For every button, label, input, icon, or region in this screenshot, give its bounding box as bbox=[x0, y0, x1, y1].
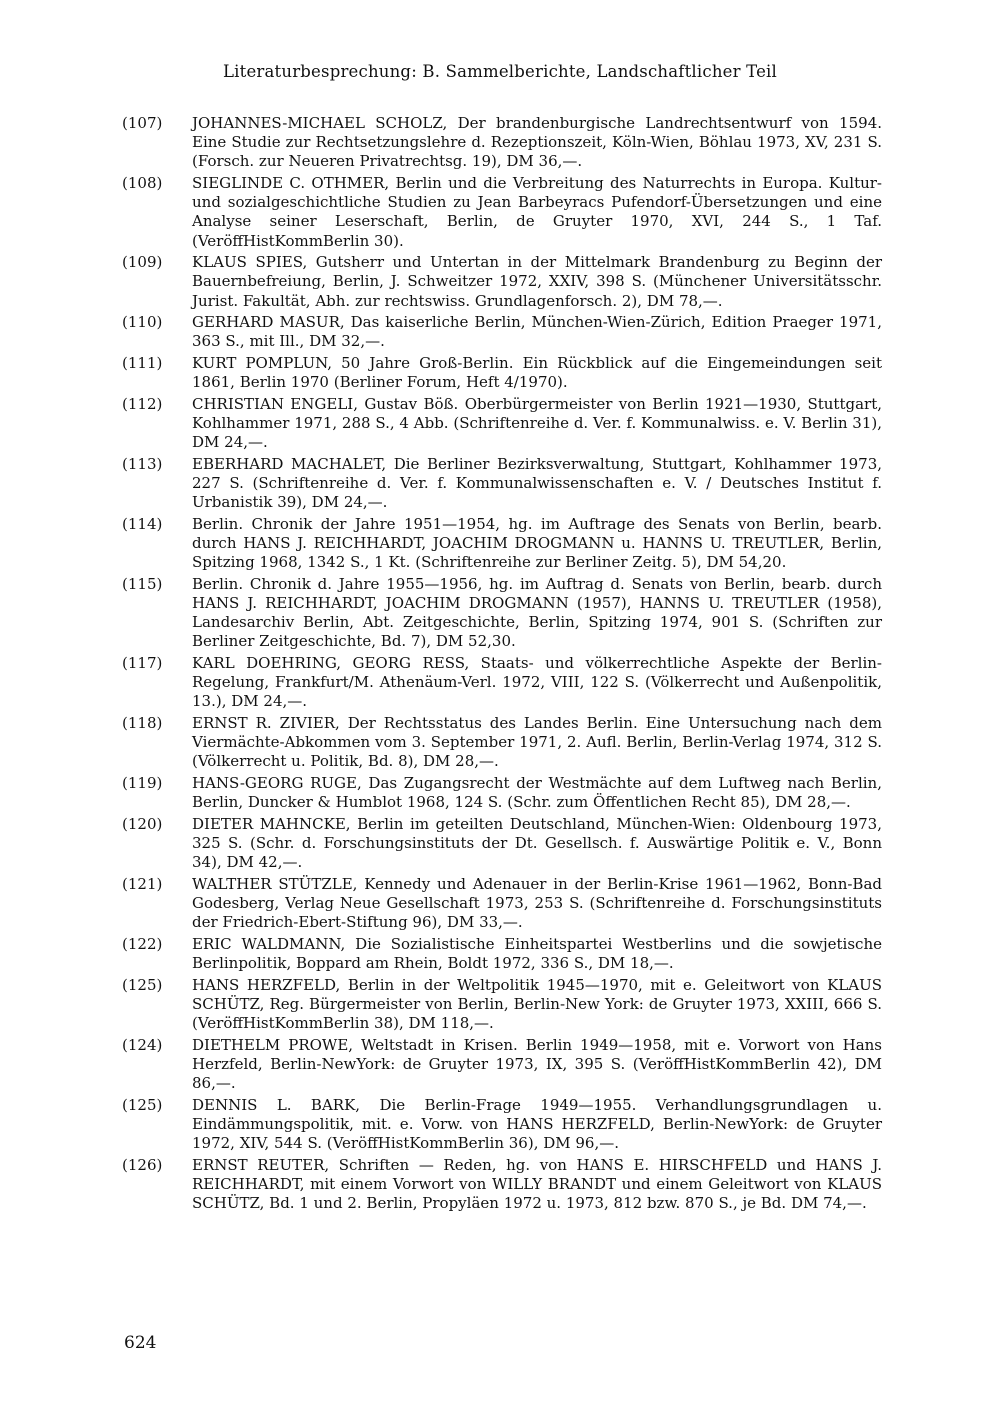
entry-text: KARL DOEHRING, GEORG RESS, Staats- und völkerrechtliche Aspekte der Berlin-Regelung, Frankfurt/M. Athenäum-Verl. 1972, VIII, 122 S. (Völkerrecht und Außenpolitik, 13.), DM 24,—. bbox=[192, 654, 882, 711]
bibliography-entry bbox=[122, 114, 882, 172]
entry-number: (112) bbox=[122, 394, 163, 413]
bibliography-entry bbox=[122, 253, 882, 311]
entry-text: WALTHER STÜTZLE, Kennedy und Adenauer in der Berlin-Krise 1961—1962, Bonn-Bad Godesberg, Verlag Neue Gesellschaft 1973, 253 S. (Schriftenreihe d. Forschungsinstituts der Friedrich-Ebert-Stiftung 96), DM 33,—. bbox=[192, 874, 882, 932]
bibliography-entry bbox=[122, 455, 882, 513]
entry-number: (115) bbox=[122, 574, 163, 593]
entry-text: ERNST R. ZIVIER, Der Rechtsstatus des Landes Berlin. Eine Untersuchung nach dem Viermächte-Abkommen vom 3. September 1971, 2. Aufl. Berlin, Berlin-Verlag 1974, 312 S. (Völkerrecht u. Politik, Bd. 8), DM 28,—. bbox=[192, 714, 882, 771]
entry-text: HANS HERZFELD, Berlin in der Weltpolitik 1945—1970, mit e. Geleitwort von KLAUS SCHÜTZ, Reg. Bürgermeister von Berlin, Berlin-New York: de Gruyter 1973, XXIII, 666 S. (VeröffHistKommBerlin 38), DM 118,—. bbox=[192, 975, 882, 1032]
bibliography-list bbox=[122, 114, 882, 1216]
bibliography-entry bbox=[122, 395, 882, 453]
bibliography-entry bbox=[122, 774, 882, 812]
bibliography-entry bbox=[122, 313, 882, 351]
entry-text: EBERHARD MACHALET, Die Berliner Bezirksverwaltung, Stuttgart, Kohlhammer 1973, 227 S. (Schriftenreihe d. Ver. f. Kommunalwissenschaften e. V. / Deutsches Institut f. Urbanistik 39), DM 24,—. bbox=[192, 454, 882, 512]
bibliography-entry bbox=[122, 1096, 882, 1154]
entry-number: (118) bbox=[122, 714, 163, 732]
bibliography-entry bbox=[122, 976, 882, 1034]
entry-text: JOHANNES-MICHAEL SCHOLZ, Der brandenburgische Landrechtsentwurf von 1594. Eine Studie zur Rechtsetzungslehre d. Rezeptionszeit, Köln-Wien, Böhlau 1973, XV, 231 S. (Forsch. zur Neueren Privatrechtsg. 19), DM 36,—. bbox=[192, 114, 882, 171]
entry-number: (126) bbox=[122, 1155, 163, 1174]
entry-text: Berlin. Chronik d. Jahre 1955—1956, hg. im Auftrag d. Senats von Berlin, bearb. durch HANS J. REICHHARDT, JOACHIM DROGMANN (1957), HANNS U. TREUTLER (1958), Landesarchiv Berlin, Abt. Zeitgeschichte, Berlin, Spitzing 1974, 901 S. (Schriften zur Berliner Zeitgeschichte, Bd. 7), DM 52,30. bbox=[192, 574, 882, 651]
entry-number: (107) bbox=[122, 114, 163, 132]
entry-text: SIEGLINDE C. OTHMER, Berlin und die Verbreitung des Naturrechts in Europa. Kultur- und sozialgeschichtliche Studien zu Jean Barbeyracs Pufendorf-Übersetzungen und eine Analyse seiner Leserschaft, Berlin, de Gruyter 1970, XVI, 244 S., 1 Taf. (VeröffHistKommBerlin 30). bbox=[192, 174, 882, 250]
entry-text: DIETER MAHNCKE, Berlin im geteilten Deutschland, München-Wien: Oldenbourg 1973, 325 S. (Schr. d. Forschungsinstituts der Dt. Gesellsch. f. Auswärtige Politik e. V., Bonn 34), DM 42,—. bbox=[192, 814, 882, 872]
bibliography-entry bbox=[122, 714, 882, 772]
entry-number: (117) bbox=[122, 654, 163, 672]
entry-text: DIETHELM PROWE, Weltstadt in Krisen. Berlin 1949—1958, mit e. Vorwort von Hans Herzfeld, Berlin-NewYork: de Gruyter 1973, IX, 395 S. (VeröffHistKommBerlin 42), DM 86,—. bbox=[192, 1035, 882, 1092]
entry-number: (125) bbox=[122, 975, 163, 994]
entry-text: DENNIS L. BARK, Die Berlin-Frage 1949—1955. Verhandlungsgrundlagen u. Eindämmungspolitik, mit. e. Vorw. von HANS HERZFELD, Berlin-NewYork: de Gruyter 1972, XIV, 544 S. (VeröffHistKommBerlin 36), DM 96,—. bbox=[192, 1095, 882, 1152]
bibliography-entry bbox=[122, 174, 882, 251]
bibliography-entry bbox=[122, 1036, 882, 1094]
bibliography-entry bbox=[122, 575, 882, 652]
entry-number: (111) bbox=[122, 354, 163, 372]
bibliography-entry bbox=[122, 654, 882, 712]
entry-number: (114) bbox=[122, 514, 163, 533]
entry-number: (119) bbox=[122, 774, 163, 792]
entry-number: (109) bbox=[122, 253, 163, 272]
bibliography-entry bbox=[122, 875, 882, 933]
bibliography-entry bbox=[122, 935, 882, 973]
entry-number: (125) bbox=[122, 1095, 163, 1114]
entry-text: HANS-GEORG RUGE, Das Zugangsrecht der Westmächte auf dem Luftweg nach Berlin, Berlin, Duncker & Humblot 1968, 124 S. (Schr. zum Öffentlichen Recht 85), DM 28,—. bbox=[192, 774, 882, 812]
entry-text: Berlin. Chronik der Jahre 1951—1954, hg. im Auftrage des Senats von Berlin, bearb. durch HANS J. REICHHARDT, JOACHIM DROGMANN u. HANNS U. TREUTLER, Berlin, Spitzing 1968, 1342 S., 1 Kt. (Schriftenreihe zur Berliner Zeitg. 5), DM 54,20. bbox=[192, 514, 882, 572]
bibliography-entry bbox=[122, 815, 882, 873]
entry-text: KURT POMPLUN, 50 Jahre Groß-Berlin. Ein Rückblick auf die Eingemeindungen seit 1861, Berlin 1970 (Berliner Forum, Heft 4/1970). bbox=[192, 354, 882, 392]
entry-text: ERIC WALDMANN, Die Sozialistische Einheitspartei Westberlins und die sowjetische Berlinpolitik, Boppard am Rhein, Boldt 1972, 336 S., DM 18,—. bbox=[192, 934, 882, 972]
entry-text: CHRISTIAN ENGELI, Gustav Böß. Oberbürgermeister von Berlin 1921—1930, Stuttgart, Kohlhammer 1971, 288 S., 4 Abb. (Schriftenreihe d. Ver. f. Kommunalwiss. e. V. Berlin 31), DM 24,—. bbox=[192, 394, 882, 452]
entry-number: (108) bbox=[122, 174, 163, 192]
entry-text: KLAUS SPIES, Gutsherr und Untertan in der Mittelmark Brandenburg zu Beginn der Bauernbefreiung, Berlin, J. Schweitzer 1972, XXIV, 398 S. (Münchener Universitätsschr. Jurist. Fakultät, Abh. zur rechtswiss. Grundlagenforsch. 2), DM 78,—. bbox=[192, 253, 882, 310]
entry-text: ERNST REUTER, Schriften — Reden, hg. von HANS E. HIRSCHFELD und HANS J. REICHHARDT, mit einem Vorwort von WILLY BRANDT und einem Geleitwort von KLAUS SCHÜTZ, Bd. 1 und 2. Berlin, Propyläen 1972 u. 1973, 812 bzw. 870 S., je Bd. DM 74,—. bbox=[192, 1155, 882, 1212]
entry-number: (121) bbox=[122, 874, 163, 893]
bibliography-entry bbox=[122, 354, 882, 392]
running-head: Literaturbesprechung: B. Sammelberichte, Landschaftlicher Teil bbox=[223, 62, 777, 81]
entry-number: (110) bbox=[122, 313, 163, 332]
entry-text: GERHARD MASUR, Das kaiserliche Berlin, München-Wien-Zürich, Edition Praeger 1971, 363 S., mit Ill., DM 32,—. bbox=[192, 313, 882, 351]
entry-number: (113) bbox=[122, 454, 163, 473]
bibliography-entry bbox=[122, 515, 882, 573]
entry-number: (122) bbox=[122, 934, 163, 953]
page-number: 624 bbox=[124, 1333, 157, 1353]
bibliography-entry bbox=[122, 1156, 882, 1214]
entry-number: (124) bbox=[122, 1035, 163, 1054]
entry-number: (120) bbox=[122, 814, 163, 833]
